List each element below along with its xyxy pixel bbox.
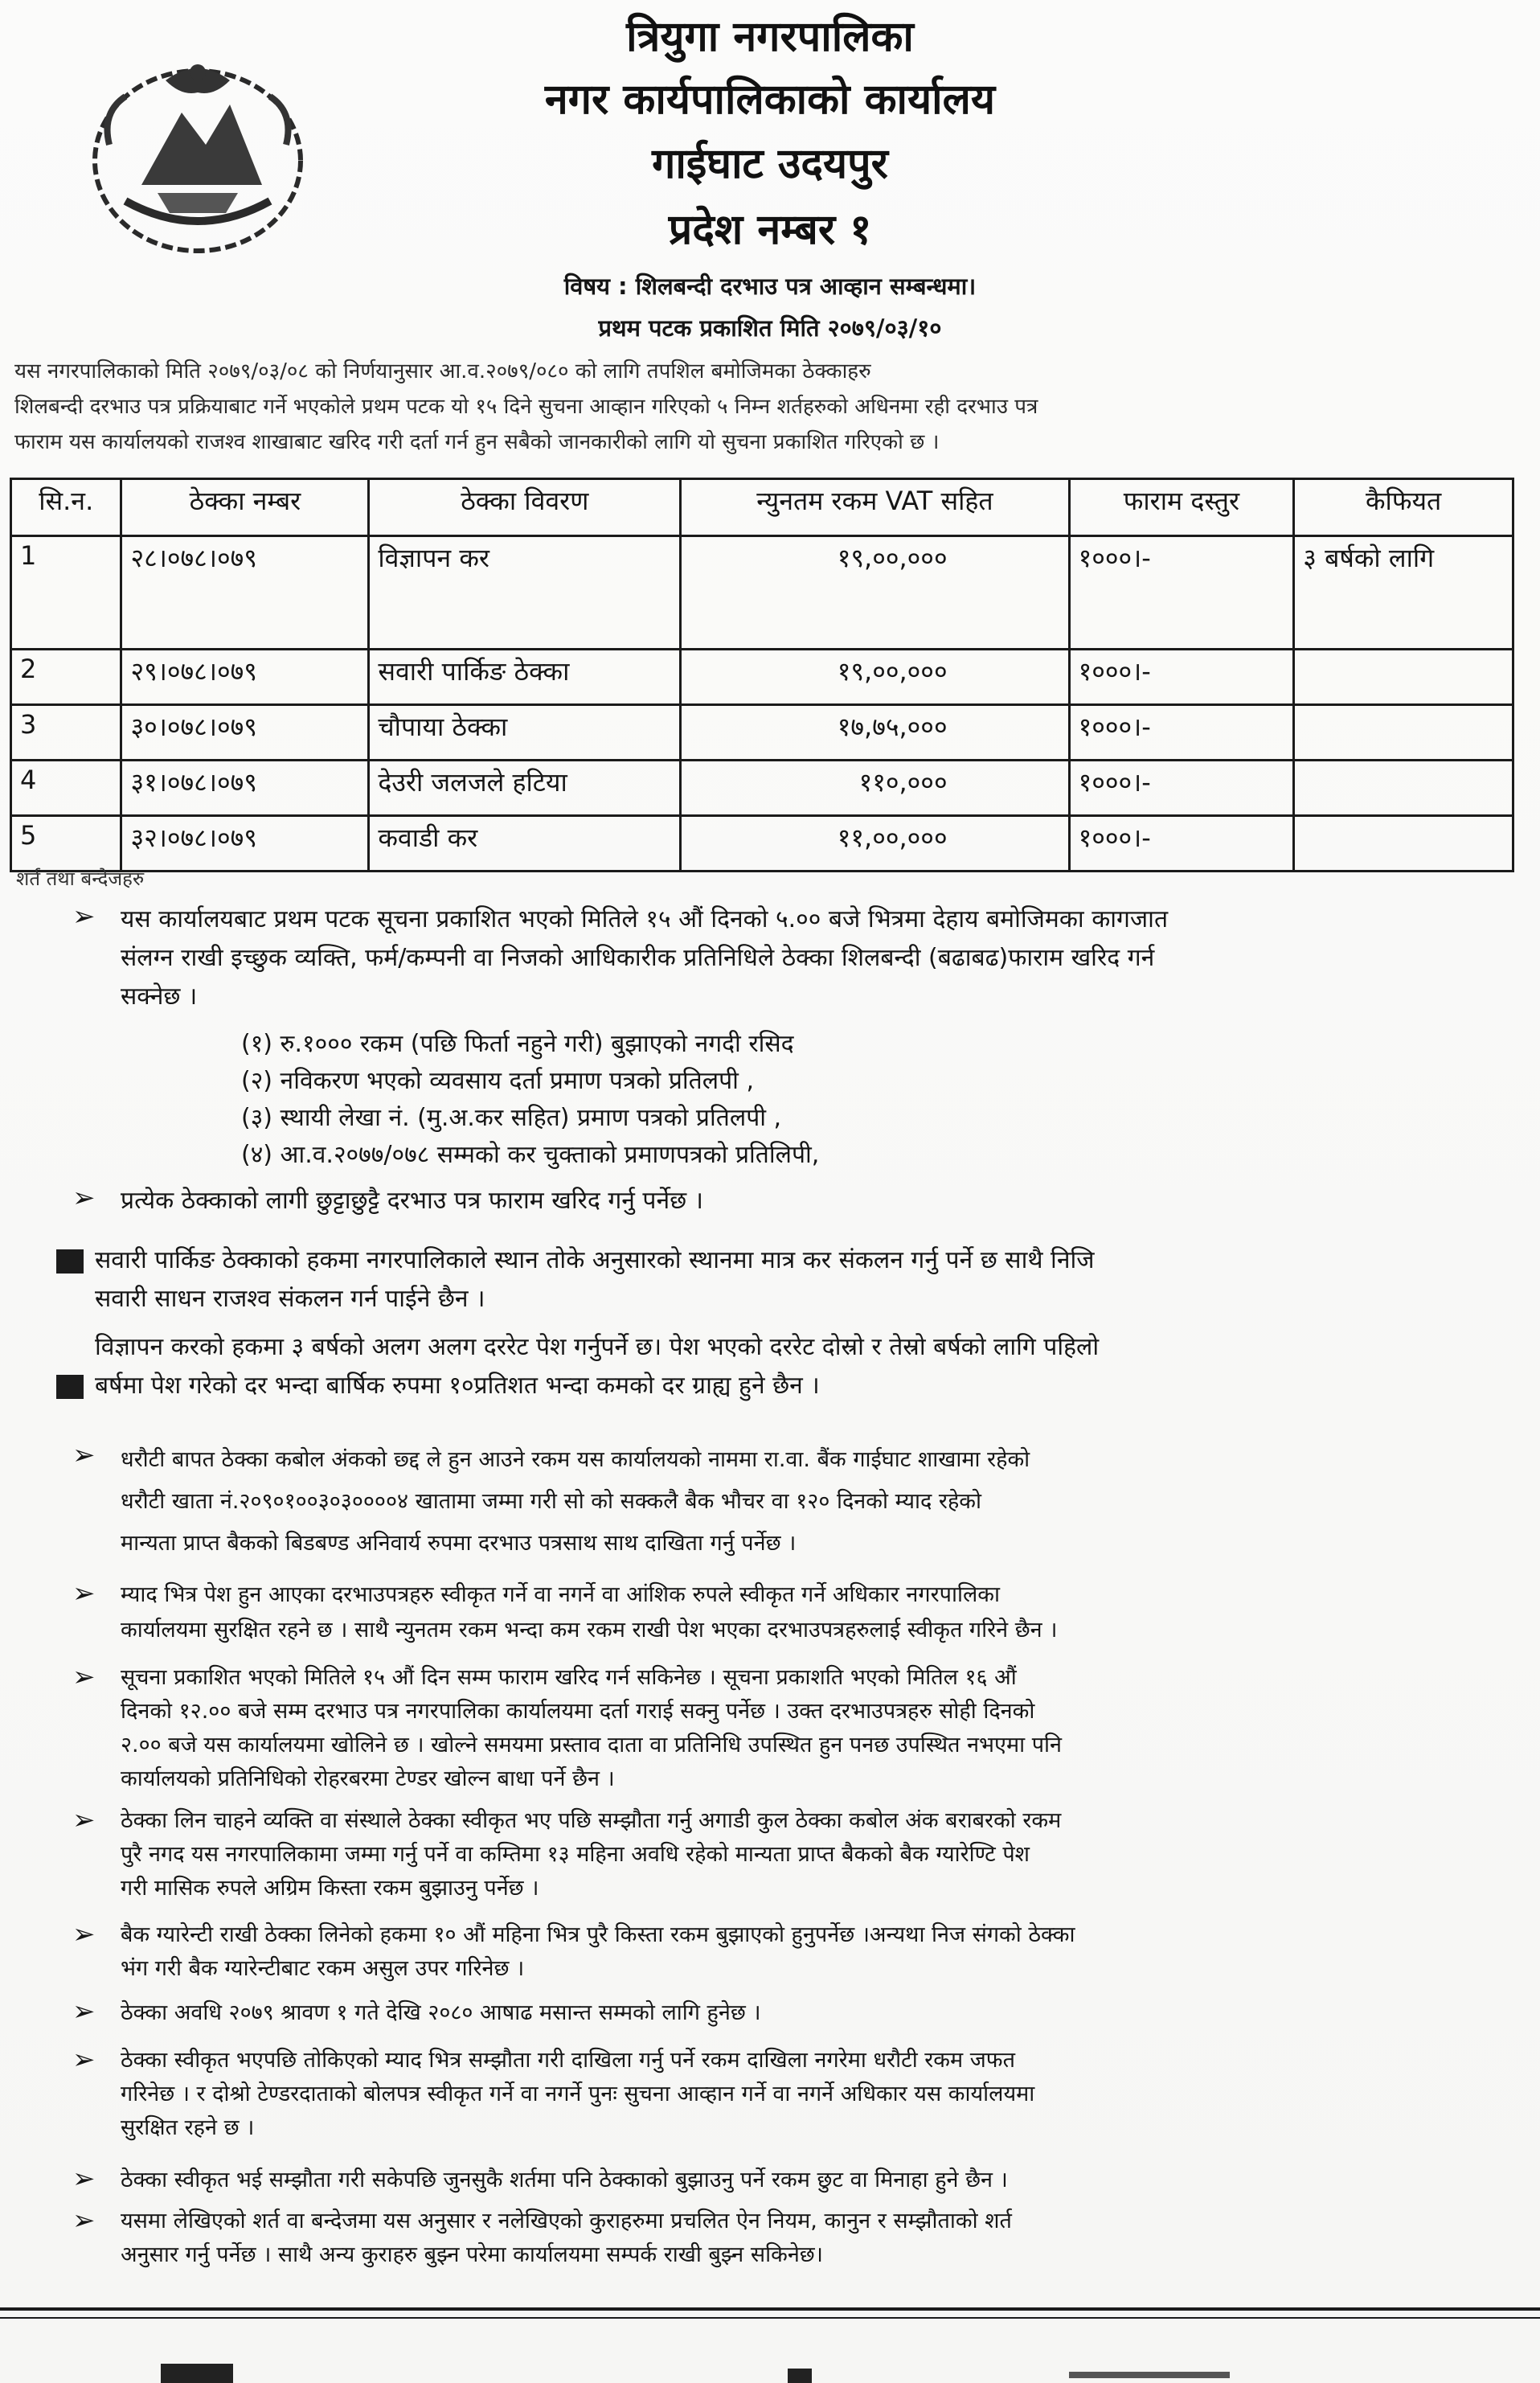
col-header-number: ठेक्का नम्बर	[121, 479, 369, 536]
intro-line: शिलबन्दी दरभाउ पत्र प्रक्रियाबाट गर्ने भएकोले प्रथम पटक यो १५ दिने सुचना आव्हान गरिएको ५ निम्न शर्तहरुको अधिनमा रही दरभाउ पत्र	[14, 395, 1038, 419]
cell-number: ३२।०७८।०७९	[121, 816, 369, 872]
condition-line: सवारी साधन राजश्व संकलन गर्न पाईने छैन ।	[95, 1285, 485, 1313]
condition-line: सूचना प्रकाशित भएको मितिले १५ औं दिन सम्म फाराम खरिद गर्न सकिनेछ । सूचना प्रकाशति भएको मितिल १६ औं	[121, 1665, 1017, 1690]
office-location: गाईघाट उदयपुर	[652, 140, 888, 188]
bottom-divider	[0, 2307, 1540, 2311]
square-bullet-icon	[56, 1375, 84, 1399]
condition-line: ठेक्का स्वीकृत भएपछि तोकिएको म्याद भित्र सम्झौता गरी दाखिला गर्नु पर्ने रकम दाखिला नगरेमा धरौटी रकम जफत	[121, 2048, 1016, 2073]
cell-number: २९।०७८।०७९	[121, 650, 369, 705]
condition-line: प्रत्येक ठेक्काको लागी छुट्टाछुट्टै दरभाउ पत्र फाराम खरिद गर्नु पर्नेछ ।	[121, 1187, 704, 1215]
cell-description: देउरी जलजले हटिया	[369, 761, 681, 816]
condition-line: बैक ग्यारेन्टी राखी ठेक्का लिनेको हकमा १० औं महिना भित्र पुरै किस्ता रकम बुझाएको हुनुपर्नेछ ।अन्यथा निज संगको ठेक्का	[121, 1922, 1075, 1947]
cell-number: २८।०७८।०७९	[121, 536, 369, 650]
document-item: (३) स्थायी लेखा नं. (मु.अ.कर सहित) प्रमाण पत्रको प्रतिलपी ,	[241, 1104, 782, 1132]
condition-13	[121, 2205, 1511, 2272]
condition-line: अनुसार गर्नु पर्नेछ । साथै अन्य कुराहरु बुझ्न परेमा कार्यालयमा सम्पर्क राखी बुझ्न सकिनेछ।	[121, 2242, 823, 2267]
intro-line: फाराम यस कार्यालयको राजश्व शाखाबाट खरिद गरी दर्ता गर्न हुन सबैको जानकारीको लागि यो सुचना प्रकाशित गरिएको छ ।	[14, 430, 940, 454]
bullet-arrow-icon: ➢	[72, 1804, 96, 1836]
condition-2	[121, 1182, 1503, 1220]
col-header-fee: फाराम दस्तुर	[1069, 479, 1294, 536]
cell-fee: १०००।-	[1069, 650, 1294, 705]
condition-line: संलग्न राखी इच्छुक व्यक्ति, फर्म/कम्पनी वा निजको आधिकारीक प्रतिनिधिले ठेक्का शिलबन्दी (बढाबढ)फाराम खरिद गर्न	[121, 944, 1155, 972]
condition-line: सवारी पार्किङ ठेक्काको हकमा नगरपालिकाले स्थान तोके अनुसारको स्थानमा मात्र कर संकलन गर्नु पर्ने छ साथै निजि	[95, 1246, 1095, 1274]
condition-line: विज्ञापन करको हकमा ३ बर्षको अलग अलग दररेट पेश गर्नुपर्ने छ। पेश भएको दररेट दोस्रो र तेस्रो बर्षको लागि पहिलो	[95, 1333, 1100, 1361]
table-row	[11, 761, 1513, 816]
publication-date: प्रथम पटक प्रकाशित मिति २०७९/०३/१०	[598, 314, 942, 342]
cell-description: चौपाया ठेक्का	[369, 705, 681, 761]
cell-amount: ११,००,०००	[681, 816, 1069, 872]
intro-paragraph	[14, 354, 1509, 460]
bullet-arrow-icon: ➢	[72, 1661, 96, 1693]
cell-sn: 3	[11, 705, 121, 761]
condition-line: म्याद भित्र पेश हुन आएका दरभाउपत्रहरु स्वीकृत गर्ने वा नगर्ने वा आंशिक रुपले स्वीकृत गर्ने अधिकार नगरपालिका	[121, 1582, 1000, 1607]
bullet-arrow-icon: ➢	[72, 1439, 96, 1471]
document-item: (४) आ.व.२०७७/०७८ सम्मको कर चुक्ताको प्रमाणपत्रको प्रतिलिपी,	[241, 1141, 820, 1169]
bullet-arrow-icon: ➢	[72, 1577, 96, 1610]
bullet-arrow-icon: ➢	[72, 2205, 96, 2237]
condition-10	[121, 1995, 1511, 2031]
condition-line: धरौटी खाता नं.२०९०१००३०३००००४ खातामा जम्मा गरी सो को सक्कलै बैक भौचर वा १२० दिनको म्याद रहेको	[121, 1489, 982, 1514]
condition-line: ठेक्का अवधि २०७९ श्रावण १ गते देखि २०८० आषाढ मसान्त सम्मको लागि हुनेछ ।	[121, 2000, 761, 2025]
condition-line: मान्यता प्राप्त बैकको बिडबण्ड अनिवार्य रुपमा दरभाउ पत्रसाथ साथ दाखिता गर्नु पर्नेछ ।	[121, 1531, 797, 1556]
cell-number: ३१।०७८।०७९	[121, 761, 369, 816]
cell-sn: 1	[11, 536, 121, 650]
document-item: (१) रु.१००० रकम (पछि फिर्ता नहुने गरी) बुझाएको नगदी रसिद	[241, 1030, 794, 1058]
bottom-divider	[0, 2317, 1540, 2319]
table-row	[11, 705, 1513, 761]
cell-description: कवाडी कर	[369, 816, 681, 872]
condition-line: यसमा लेखिएको शर्त वा बन्देजमा यस अनुसार र नलेखिएको कुराहरुमा प्रचलित ऐन नियम, कानुन र सम्झौताको शर्त	[121, 2209, 1012, 2233]
bullet-arrow-icon: ➢	[72, 1995, 96, 2028]
condition-line: यस कार्यालयबाट प्रथम पटक सूचना प्रकाशित भएको मितिले १५ औं दिनको ५.०० बजे भित्रमा देहाय बमोजिमका कागजात	[121, 905, 1169, 933]
table-row	[11, 650, 1513, 705]
condition-line: ठेक्का स्वीकृत भई सम्झौता गरी सकेपछि जुनसुकै शर्तमा पनि ठेक्काको बुझाउनु पर्ने रकम छुट वा मिनाहा हुने छैन ।	[121, 2168, 1008, 2192]
cell-remark	[1294, 650, 1513, 705]
condition-line: भंग गरी बैक ग्यारेन्टीबाट रकम असुल उपर गरिनेछ ।	[121, 1956, 525, 1981]
condition-11	[121, 2044, 1511, 2145]
condition-line: गरिनेछ । र दोश्रो टेण्डरदाताको बोलपत्र स्वीकृत गर्ने वा नगर्ने पुनः सुचना आव्हान गर्ने वा नगर्ने अधिकार यस कार्यालयमा	[121, 2082, 1035, 2106]
cell-remark	[1294, 705, 1513, 761]
condition-line: ठेक्का लिन चाहने व्यक्ति वा संस्थाले ठेक्का स्वीकृत भए पछि सम्झौता गर्नु अगाडी कुल ठेक्का कबोल अंक बराबरको रकम	[121, 1808, 1062, 1833]
condition-line: धरौटी बापत ठेक्का कबोल अंकको छ्द्द ले हुन आउने रकम यस कार्यालयको नाममा रा.वा. बैंक गाईघाट शाखामा रहेको	[121, 1447, 1030, 1472]
condition-line: २.०० बजे यस कार्यालयमा खोलिने छ । खोल्ने समयमा प्रस्ताव दाता वा प्रतिनिधि उपस्थित हुन पनछ उपस्थित नभएमा पनि	[121, 1733, 1063, 1758]
condition-3	[95, 1241, 1509, 1319]
condition-line: सक्नेछ ।	[121, 982, 198, 1011]
cell-amount: १९,००,०००	[681, 536, 1069, 650]
cell-description: सवारी पार्किङ ठेक्का	[369, 650, 681, 705]
bullet-arrow-icon: ➢	[72, 1918, 96, 1950]
document-item: (२) नविकरण भएको व्यवसाय दर्ता प्रमाण पत्रको प्रतिलपी ,	[241, 1067, 754, 1095]
bullet-arrow-icon: ➢	[72, 900, 96, 933]
condition-12	[121, 2163, 1511, 2198]
office-name: नगर कार्यपालिकाको कार्यालय	[544, 76, 996, 124]
cell-number: ३०।०७८।०७९	[121, 705, 369, 761]
condition-5	[121, 1439, 1511, 1565]
condition-line: पुरै नगद यस नगरपालिकामा जम्मा गर्नु पर्ने वा कम्तिमा १३ महिना अवधि रहेको मान्यता प्राप्त बैकको बैक ग्यारेण्टि पेश	[121, 1842, 1030, 1867]
condition-1	[121, 900, 1503, 1016]
condition-line: बर्षमा पेश गरेको दर भन्दा बार्षिक रुपमा १०प्रतिशत भन्दा कमको दर ग्राह्य हुने छैन ।	[95, 1372, 820, 1400]
table-row	[11, 536, 1513, 650]
province-name: प्रदेश नम्बर १	[668, 206, 872, 254]
condition-line: कार्यालयमा सुरक्षित रहने छ । साथै न्युनतम रकम भन्दा कम रकम राखी पेश भएका दरभाउपत्रहरुलाई स्वीकृत गरिने छैन ।	[121, 1618, 1058, 1643]
cell-fee: १०००।-	[1069, 816, 1294, 872]
condition-8	[121, 1804, 1511, 1905]
municipality-name: त्रियुगा नगरपालिका	[626, 13, 914, 61]
cell-remark	[1294, 761, 1513, 816]
cell-fee: १०००।-	[1069, 705, 1294, 761]
cell-sn: 4	[11, 761, 121, 816]
col-header-description: ठेक्का विवरण	[369, 479, 681, 536]
square-bullet-icon	[56, 1249, 84, 1274]
cell-sn: 2	[11, 650, 121, 705]
cell-amount: १७,७५,०००	[681, 705, 1069, 761]
bullet-arrow-icon: ➢	[72, 2044, 96, 2076]
cropped-footer-graphics	[0, 2356, 1540, 2383]
table-header-row	[11, 479, 1513, 536]
col-header-amount: न्युनतम रकम VAT सहित	[681, 479, 1069, 536]
col-header-sn: सि.न.	[11, 479, 121, 536]
intro-line: यस नगरपालिकाको मिति २०७९/०३/०८ को निर्णयानुसार आ.व.२०७९/०८० को लागि तपशिल बमोजिमका ठेक्काहरु	[14, 359, 871, 383]
cell-sn: 5	[11, 816, 121, 872]
condition-7	[121, 1661, 1511, 1796]
condition-line: कार्यालयको प्रतिनिधिको रोहरबरमा टेण्डर खोल्न बाधा पर्ने छैन ।	[121, 1766, 615, 1791]
cell-amount: १९,००,०००	[681, 650, 1069, 705]
condition-4	[95, 1328, 1509, 1405]
bullet-arrow-icon: ➢	[72, 2163, 96, 2195]
notice-subject: विषय : शिलबन्दी दरभाउ पत्र आव्हान सम्बन्धमा।	[563, 273, 977, 300]
condition-line: सुरक्षित रहने छ ।	[121, 2115, 255, 2140]
cell-remark: ३ बर्षको लागि	[1294, 536, 1513, 650]
col-header-remark: कैफियत	[1294, 479, 1513, 536]
condition-line: गरी मासिक रुपले अग्रिम किस्ता रकम बुझाउनु पर्नेछ ।	[121, 1876, 539, 1901]
cell-amount: ११०,०००	[681, 761, 1069, 816]
bullet-arrow-icon: ➢	[72, 1182, 96, 1214]
condition-line: दिनको १२.०० बजे सम्म दरभाउ पत्र नगरपालिका कार्यालयमा दर्ता गराई सक्नु पर्नेछ । उक्त दरभाउपत्रहरु सोही दिनको	[121, 1699, 1035, 1724]
cell-fee: १०००।-	[1069, 536, 1294, 650]
cell-description: विज्ञापन कर	[369, 536, 681, 650]
condition-6	[121, 1577, 1511, 1648]
cell-fee: १०००।-	[1069, 761, 1294, 816]
cell-remark	[1294, 816, 1513, 872]
conditions-title: शर्त तथा बन्देजहरु	[16, 867, 145, 890]
tender-table	[10, 478, 1514, 872]
condition-9	[121, 1918, 1511, 1986]
table-row	[11, 816, 1513, 872]
